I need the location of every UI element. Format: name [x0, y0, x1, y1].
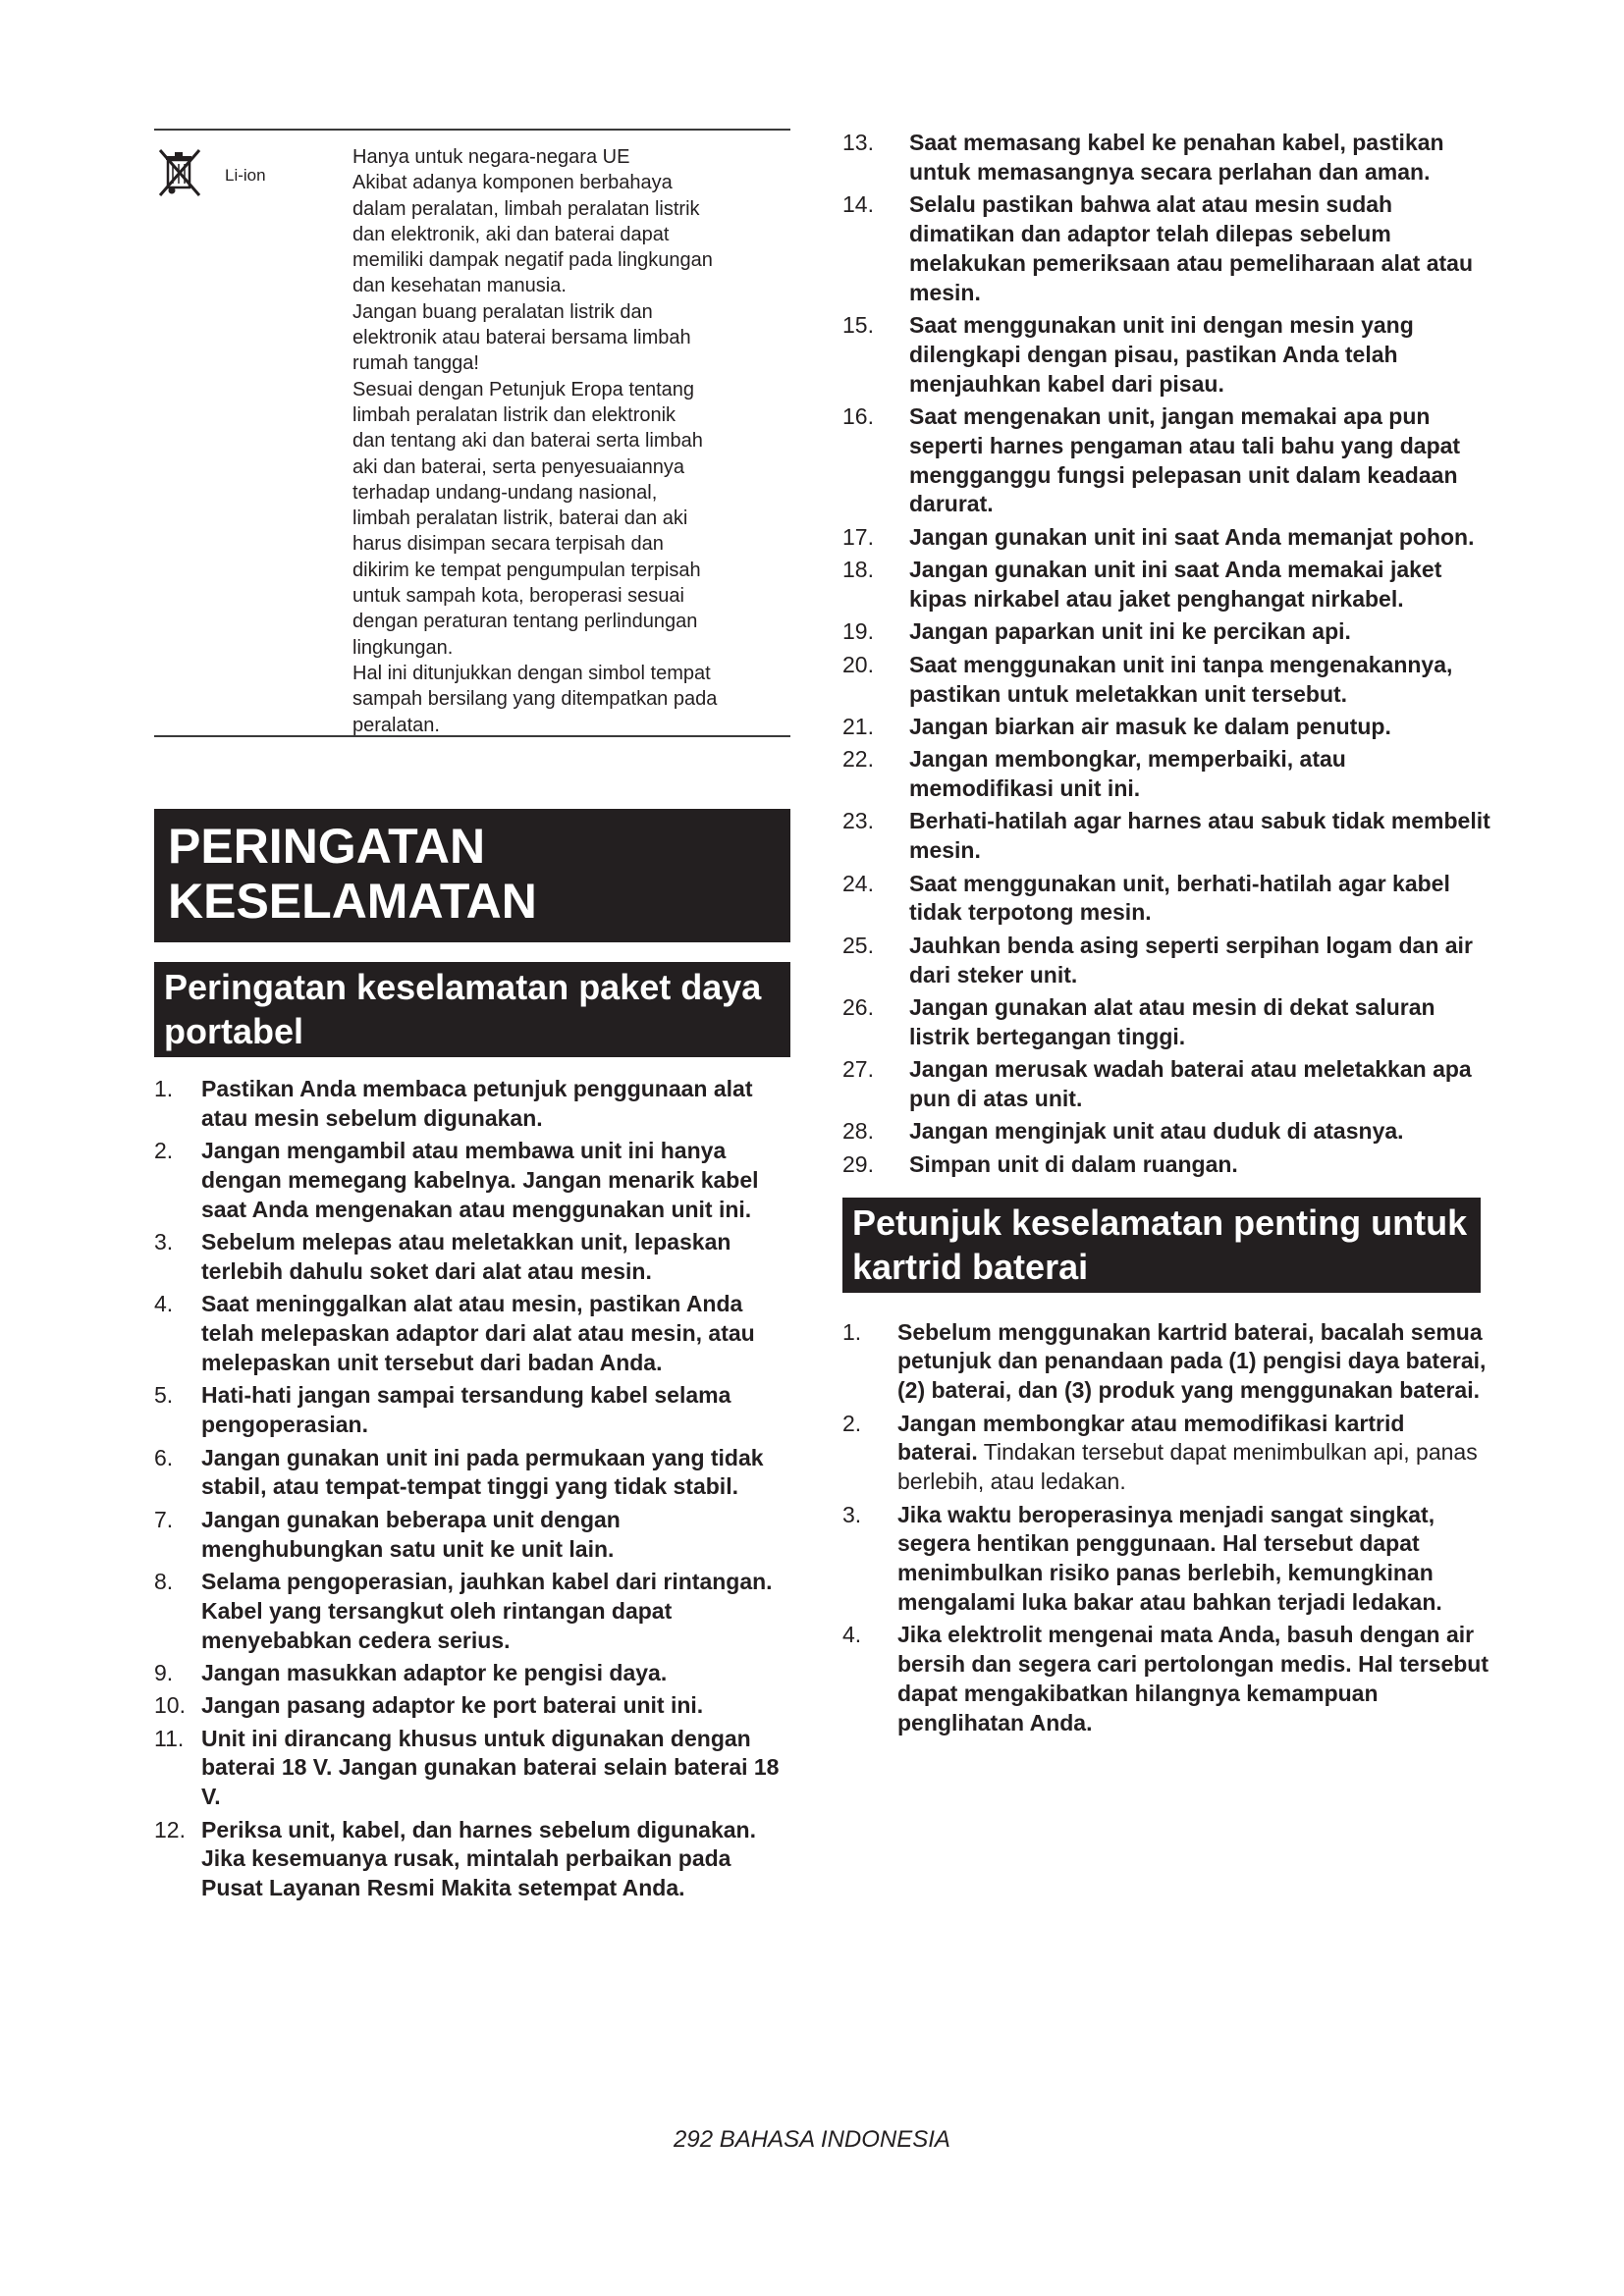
- list-item: [154, 1506, 790, 1565]
- list-item-text: Simpan unit di dalam ruangan.: [909, 1150, 1238, 1177]
- weee-text-line: limbah peralatan listrik dan elektronik: [352, 403, 677, 426]
- list-item: [842, 190, 1490, 307]
- list-item-text: Jangan mengambil atau membawa unit ini hanya dengan memegang kabelnya. Jangan menarik kabel saat Anda mengenakan atau menggunakan unit ini.: [201, 1138, 759, 1222]
- list-item: [154, 1137, 790, 1224]
- list-item-text: Jangan gunakan unit ini saat Anda memakai jaket kipas nirkabel atau jaket penghangat nirkabel.: [909, 557, 1442, 612]
- list-item: [154, 1290, 790, 1377]
- weee-text-line: terhadap undang-undang nasional,: [352, 481, 658, 504]
- weee-text-line: memiliki dampak negatif pada lingkungan: [352, 249, 713, 272]
- list-item-number: 23.: [842, 808, 874, 834]
- list-item-text: Sebelum melepas atau meletakkan unit, lepaskan terlebih dahulu soket dari alat atau mesin.: [201, 1229, 731, 1284]
- list-item-text: Jangan masukkan adaptor ke pengisi daya.: [201, 1659, 668, 1685]
- weee-text-line: Akibat adanya komponen berbahaya: [352, 172, 673, 194]
- weee-notice: [154, 129, 790, 737]
- list-item: [154, 1228, 790, 1287]
- list-item-number: 11.: [154, 1725, 185, 1751]
- list-item-number: 12.: [154, 1816, 186, 1842]
- page-footer: 292 BAHASA INDONESIA: [674, 2126, 950, 2153]
- list-item: [842, 807, 1490, 866]
- list-item-text: Jangan paparkan unit ini ke percikan api.: [909, 618, 1351, 645]
- list-item-number: 19.: [842, 618, 874, 645]
- weee-text-line: Jangan buang peralatan listrik dan: [352, 300, 653, 323]
- list-item-number: 16.: [842, 402, 874, 429]
- list-item-text: Berhati-hatilah agar harnes atau sabuk tidak membelit mesin.: [909, 808, 1490, 864]
- list-item: [842, 311, 1490, 399]
- weee-text-line: peralatan.: [352, 714, 440, 736]
- section-heading-battery: [842, 1198, 1481, 1293]
- list-item-number: 4.: [842, 1622, 862, 1648]
- weee-text-line: rumah tangga!: [352, 352, 479, 375]
- list-item-number: 1.: [154, 1076, 174, 1101]
- list-item-text: Saat menggunakan unit, berhati-hatilah agar kabel tidak terpotong mesin.: [909, 870, 1450, 926]
- crossed-out-bin-icon: [158, 148, 203, 199]
- weee-text-line: aki dan baterai, serta penyesuaiannya: [352, 455, 685, 478]
- weee-text-line: harus disimpan secara terpisah dan: [352, 533, 664, 556]
- list-item-number: 26.: [842, 994, 874, 1021]
- list-item-text-normal: Tindakan tersebut dapat menimbulkan api, panas berlebih, atau ledakan.: [897, 1439, 1478, 1495]
- weee-text-line: dengan peraturan tentang perlindungan: [352, 611, 698, 633]
- weee-text-line: sampah bersilang yang ditempatkan pada: [352, 688, 718, 711]
- list-item-text: Jika waktu beroperasinya menjadi sangat singkat, segera hentikan penggunaan. Hal tersebut dapat menimbulkan risiko panas berlebih, kemungkinan mengalami luka bakar atau bahkan terjadi ledakan.: [897, 1501, 1442, 1615]
- list-item-number: 27.: [842, 1056, 874, 1083]
- list-item: [154, 1444, 790, 1503]
- list-item: [154, 1381, 790, 1440]
- list-item: [842, 1501, 1490, 1618]
- list-item-number: 3.: [842, 1501, 862, 1527]
- section-heading-power-pack: [154, 962, 790, 1057]
- list-item-number: 13.: [842, 130, 874, 155]
- weee-text-line: untuk sampah kota, beroperasi sesuai: [352, 585, 684, 608]
- weee-text-line: Hal ini ditunjukkan dengan simbol tempat: [352, 662, 711, 684]
- list-item: [842, 713, 1490, 742]
- list-item-number: 20.: [842, 651, 874, 677]
- list-item-number: 18.: [842, 557, 874, 583]
- weee-text-line: dalam peralatan, limbah peralatan listrik: [352, 197, 700, 220]
- list-item-text: Selama pengoperasian, jauhkan kabel dari rintangan. Kabel yang tersangkut oleh rintangan dapat menyebabkan cedera serius.: [201, 1568, 773, 1653]
- list-item-text: Jangan menginjak unit atau duduk di atasnya.: [909, 1118, 1404, 1145]
- list-item: [154, 1568, 790, 1655]
- list-item: [154, 1816, 790, 1903]
- list-item-text: Jangan gunakan unit ini saat Anda memanjat pohon.: [909, 523, 1475, 550]
- list-item: [154, 1691, 790, 1721]
- list-item-text: Sebelum menggunakan kartrid baterai, bacalah semua petunjuk dan penandaan pada (1) pengisi daya baterai, (2) baterai, dan (3) produk yang menggunakan baterai.: [897, 1318, 1487, 1404]
- list-item-number: 3.: [154, 1229, 174, 1255]
- page-title: [154, 809, 790, 942]
- section-heading-line1: Peringatan keselamatan paket daya: [164, 967, 762, 1007]
- list-item-number: 28.: [842, 1118, 874, 1145]
- list-item: [842, 1150, 1490, 1180]
- weee-text-line: dan tentang aki dan baterai serta limbah: [352, 430, 703, 453]
- right-column: [842, 129, 1490, 1741]
- list-item-text: Jangan pasang adaptor ke port baterai unit ini.: [201, 1692, 704, 1719]
- list-item-number: 24.: [842, 870, 874, 896]
- list-item: [842, 1117, 1490, 1147]
- list-item-number: 22.: [842, 746, 874, 773]
- list-item: [842, 556, 1490, 614]
- list-item-text: Jangan membongkar, memperbaiki, atau memodifikasi unit ini.: [909, 746, 1346, 802]
- weee-text: [352, 144, 785, 738]
- list-item-text: Saat menggunakan unit ini dengan mesin yang dilengkapi dengan pisau, pastikan Anda telah menjauhkan kabel dari pisau.: [909, 311, 1414, 397]
- list-item: [154, 1659, 790, 1688]
- list-item: [842, 932, 1490, 990]
- list-item-number: 2.: [154, 1138, 174, 1164]
- list-item-number: 2.: [842, 1410, 862, 1436]
- battery-safety-list: [842, 1318, 1490, 1738]
- list-item: [842, 523, 1490, 553]
- list-item: [842, 129, 1490, 187]
- weee-text-line: elektronik atau baterai bersama limbah: [352, 327, 691, 349]
- list-item-number: 25.: [842, 932, 874, 958]
- list-item-text: Saat mengenakan unit, jangan memakai apa pun seperti harnes pengaman atau tali bahu yang dapat mengganggu fungsi pelepasan unit dalam keadaan darurat.: [909, 402, 1461, 517]
- list-item-text: Periksa unit, kabel, dan harnes sebelum digunakan. Jika kesemuanya rusak, mintalah perbaikan pada Pusat Layanan Resmi Makita setempat Anda.: [201, 1816, 756, 1901]
- list-item-number: 14.: [842, 191, 874, 218]
- list-item-number: 9.: [154, 1659, 174, 1685]
- page-title-line2: KESELAMATAN: [168, 874, 537, 929]
- safety-list-right: [842, 129, 1490, 1180]
- list-item: [842, 1621, 1490, 1737]
- list-item-text: Unit ini dirancang khusus untuk digunakan dengan baterai 18 V. Jangan gunakan baterai selain baterai 18 V.: [201, 1725, 780, 1810]
- battery-type-label: Li-ion: [225, 166, 266, 185]
- list-item: [842, 745, 1490, 804]
- list-item-number: 8.: [154, 1568, 174, 1594]
- list-item-number: 15.: [842, 311, 874, 338]
- list-item-number: 1.: [842, 1318, 862, 1345]
- list-item-text: Jangan merusak wadah baterai atau meletakkan apa pun di atas unit.: [909, 1056, 1472, 1112]
- weee-text-line: lingkungan.: [352, 636, 454, 659]
- list-item-text: Jangan biarkan air masuk ke dalam penutup.: [909, 713, 1391, 739]
- list-item: [154, 1075, 790, 1134]
- list-item-number: 6.: [154, 1444, 174, 1470]
- section-heading-line2: portabel: [164, 1011, 304, 1051]
- weee-text-line: limbah peralatan listrik, baterai dan aki: [352, 507, 688, 530]
- list-item-number: 5.: [154, 1382, 174, 1409]
- list-item: [842, 402, 1490, 519]
- list-item: [842, 1318, 1490, 1406]
- safety-list-left: [154, 1075, 790, 1903]
- list-item-text: Jangan gunakan alat atau mesin di dekat saluran listrik bertegangan tinggi.: [909, 994, 1435, 1049]
- list-item: [842, 651, 1490, 710]
- list-item-text: Saat meninggalkan alat atau mesin, pastikan Anda telah melepaskan adaptor dari alat atau mesin, atau melepaskan unit tersebut dari badan Anda.: [201, 1291, 755, 1375]
- list-item-number: 29.: [842, 1150, 874, 1177]
- list-item-text: Saat memasang kabel ke penahan kabel, pastikan untuk memasangnya secara perlahan dan aman.: [909, 130, 1444, 185]
- list-item-text: Jangan gunakan beberapa unit dengan menghubungkan satu unit ke unit lain.: [201, 1506, 621, 1562]
- section-heading-line2: kartrid baterai: [852, 1246, 1089, 1287]
- weee-text-line: dan kesehatan manusia.: [352, 275, 567, 297]
- list-item-text: Jika elektrolit mengenai mata Anda, basuh dengan air bersih dan segera cari pertolongan medis. Hal tersebut dapat mengakibatkan hilangnya kemampuan penglihatan Anda.: [897, 1622, 1489, 1735]
- list-item: [842, 870, 1490, 929]
- page-title-line1: PERINGATAN: [168, 819, 486, 874]
- list-item-number: 7.: [154, 1506, 174, 1532]
- list-item-number: 10.: [154, 1692, 186, 1719]
- list-item: [842, 1055, 1490, 1114]
- list-item-text: Hati-hati jangan sampai tersandung kabel selama pengoperasian.: [201, 1382, 731, 1438]
- list-item-text: Pastikan Anda membaca petunjuk penggunaan alat atau mesin sebelum digunakan.: [201, 1076, 753, 1131]
- section-heading-line1: Petunjuk keselamatan penting untuk: [852, 1201, 1468, 1243]
- list-item: [842, 1410, 1490, 1497]
- weee-text-line: dan elektronik, aki dan baterai dapat: [352, 223, 670, 245]
- list-item: [154, 1725, 790, 1812]
- list-item-text: Jangan membongkar atau memodifikasi kartrid baterai.: [897, 1410, 1405, 1466]
- list-item-number: 17.: [842, 523, 874, 550]
- weee-text-line: Sesuai dengan Petunjuk Eropa tentang: [352, 378, 695, 400]
- list-item-text: Selalu pastikan bahwa alat atau mesin sudah dimatikan dan adaptor telah dilepas sebelum melakukan pemeriksaan atau pemeliharaan alat atau mesin.: [909, 191, 1473, 305]
- list-item-text: Saat menggunakan unit ini tanpa mengenakannya, pastikan untuk meletakkan unit tersebut.: [909, 651, 1453, 707]
- weee-text-line: dikirim ke tempat pengumpulan terpisah: [352, 559, 701, 581]
- left-column: [154, 129, 790, 1907]
- weee-text-line: Hanya untuk negara-negara UE: [352, 146, 630, 168]
- list-item-number: 21.: [842, 713, 874, 739]
- list-item: [842, 617, 1490, 647]
- list-item-text: Jauhkan benda asing seperti serpihan logam dan air dari steker unit.: [909, 932, 1473, 988]
- list-item-text: Jangan gunakan unit ini pada permukaan yang tidak stabil, atau tempat-tempat tinggi yang tidak stabil.: [201, 1444, 764, 1500]
- list-item: [842, 993, 1490, 1052]
- list-item-number: 4.: [154, 1291, 174, 1317]
